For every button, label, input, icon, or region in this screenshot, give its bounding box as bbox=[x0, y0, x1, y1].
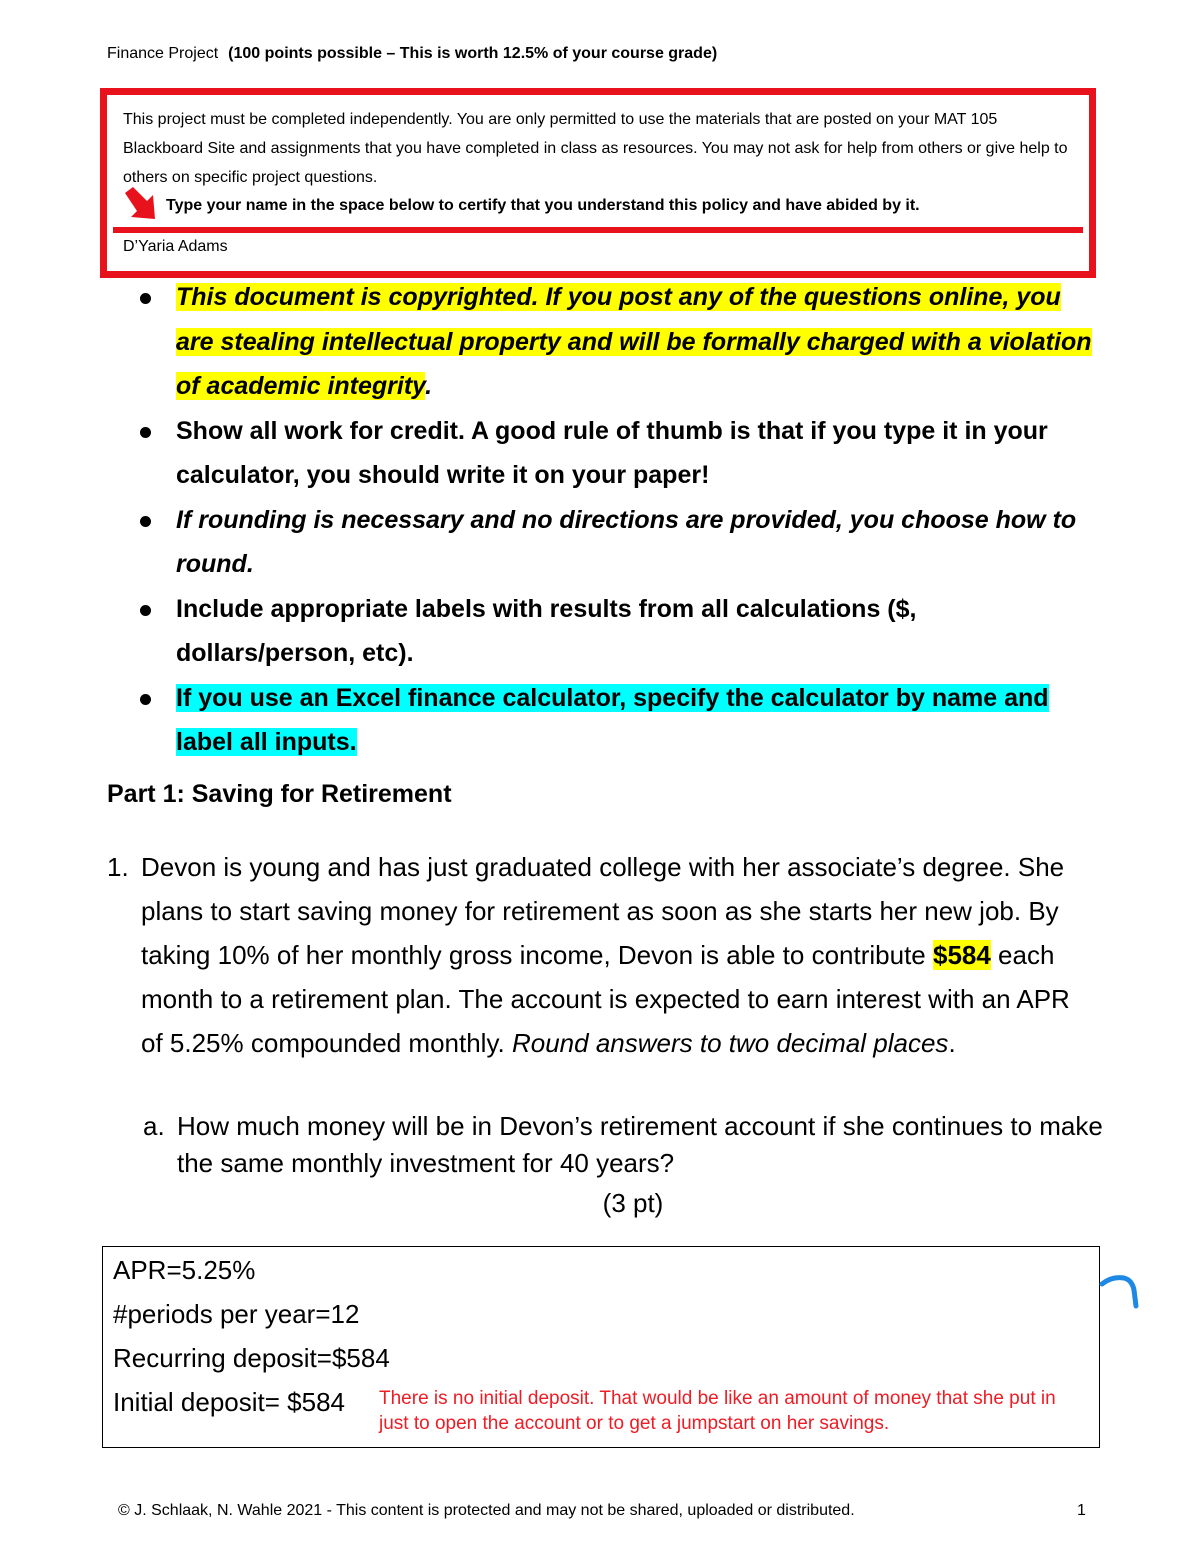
subquestion-text: How much money will be in Devon’s retirement account if she continues to make the same monthly investment for 40 years? bbox=[177, 1111, 1103, 1178]
policy-text: This project must be completed independently. You are only permitted to use the materials that are posted on your MAT 105 Blackboard Site and assignments that you have completed in class as resources. You may not ask for help from others or give help to others on specific project questions. bbox=[123, 111, 1068, 186]
points-note: (100 points possible – This is worth 12.5% of your course grade) bbox=[228, 45, 718, 62]
subquestion-label: a. bbox=[143, 1111, 165, 1141]
document-header bbox=[107, 45, 717, 63]
list-item: This document is copyrighted. If you post any of the questions online, you are stealing intellectual property and will be formally charged with a violation of academic integrity. bbox=[140, 275, 1100, 409]
copyright-footer: © J. Schlaak, N. Wahle 2021 - This content is protected and may not be shared, uploaded or distributed. bbox=[118, 1502, 855, 1519]
section-title: Part 1: Saving for Retirement bbox=[107, 780, 452, 808]
show-work-note: Show all work for credit. A good rule of thumb is that if you type it in your calculator, you should write it on your paper! bbox=[176, 416, 1048, 489]
list-item bbox=[140, 587, 1100, 676]
rounding-note: If rounding is necessary and no directions are provided, you choose how to round. bbox=[176, 505, 1077, 578]
certify-instruction: Type your name in the space below to certify that you understand this policy and have abided by it. bbox=[166, 197, 920, 214]
points-value: (3 pt) bbox=[602, 1188, 664, 1218]
page-number: 1 bbox=[1077, 1502, 1086, 1519]
list-item bbox=[140, 409, 1100, 498]
bullet-icon bbox=[140, 516, 151, 527]
bullet-icon bbox=[140, 427, 151, 438]
name-field[interactable] bbox=[113, 227, 1083, 265]
question-1 bbox=[107, 845, 1097, 1065]
bullet-icon bbox=[140, 694, 151, 705]
document-title: Finance Project bbox=[107, 45, 219, 62]
answer-line-initial: Initial deposit= $584 bbox=[113, 1387, 346, 1417]
copyright-warning: This document is copyrighted. If you post any of the questions online, you are stealing intellectual property and will be formally charged with a violation of academic integrity bbox=[176, 283, 1092, 400]
list-item bbox=[140, 498, 1100, 587]
question-text: Devon is young and has just graduated college with her associate’s degree. She plans to start saving money for retirement as soon as she starts her new job. By taking 10% of her monthly gross income, Devon is able to contribute $584 each month to a retirement plan. The account is expected to earn interest with an APR of 5.25% compounded monthly. Round answers to two decimal places. bbox=[141, 852, 1070, 1058]
instruction-list bbox=[140, 275, 1100, 765]
question-number: 1. bbox=[107, 852, 129, 882]
answer-box[interactable] bbox=[102, 1246, 1100, 1448]
bullet-icon bbox=[140, 293, 151, 304]
bullet-icon bbox=[140, 605, 151, 616]
student-name: D’Yaria Adams bbox=[123, 238, 228, 255]
labels-note: Include appropriate labels with results from all calculations ($, dollars/person, etc). bbox=[176, 594, 917, 667]
red-arrow-icon bbox=[123, 187, 159, 221]
monthly-amount: $584 bbox=[932, 940, 991, 970]
list-item bbox=[140, 676, 1100, 765]
answer-line-periods: #periods per year=12 bbox=[113, 1299, 360, 1329]
grader-feedback: There is no initial deposit. That would be like an amount of money that she put in just to open the account or to get a jumpstart on her savings. bbox=[379, 1388, 1056, 1434]
pen-annotation-mark bbox=[1098, 1272, 1142, 1312]
answer-line-recurring: Recurring deposit=$584 bbox=[113, 1343, 390, 1373]
excel-note: If you use an Excel finance calculator, specify the calculator by name and label all inputs. bbox=[176, 683, 1049, 756]
rounding-instruction: Round answers to two decimal places bbox=[511, 1028, 949, 1058]
academic-integrity-box bbox=[100, 88, 1096, 278]
question-1a bbox=[143, 1108, 1103, 1182]
answer-line-apr: APR=5.25% bbox=[113, 1255, 256, 1285]
